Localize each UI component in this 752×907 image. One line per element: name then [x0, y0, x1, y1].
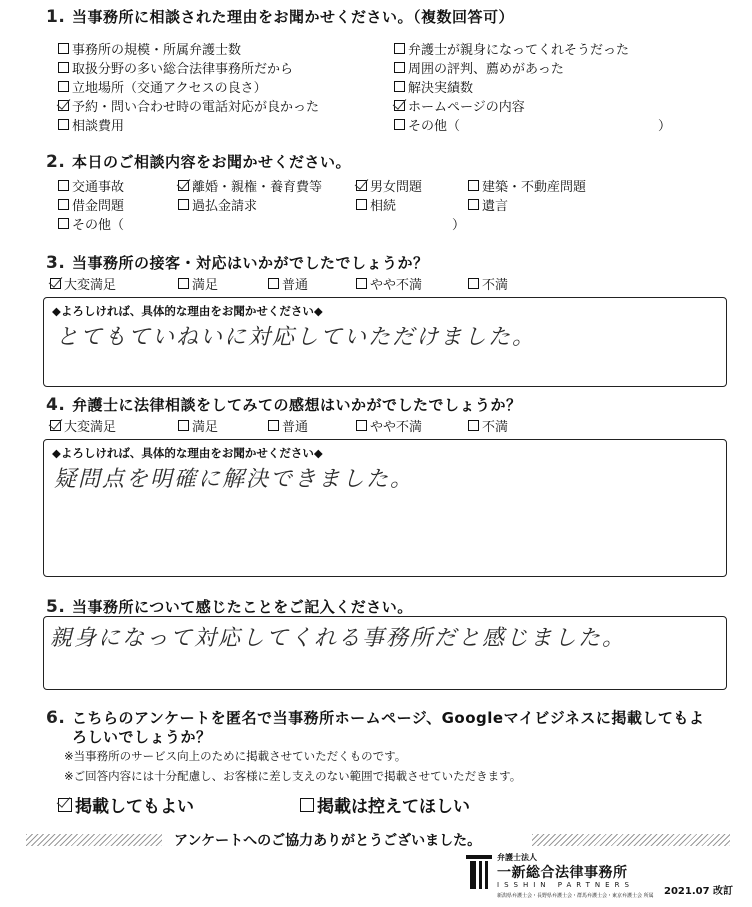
q6-heading	[46, 707, 704, 728]
checkbox[interactable]	[58, 180, 69, 191]
q6-title-line1: こちらのアンケートを匿名で当事務所ホームページ、Googleマイビジネスに掲載してもよ	[72, 709, 705, 727]
option-label: 掲載は控えてほしい	[317, 797, 470, 817]
checkbox[interactable]	[300, 798, 314, 812]
checkbox[interactable]	[58, 43, 69, 54]
q5-heading	[46, 596, 413, 617]
option-label: 満足	[192, 420, 219, 435]
q3-heading	[46, 252, 429, 273]
q2-title: 本日のご相談内容をお聞かせください。	[72, 153, 352, 171]
q1-number: 1.	[46, 7, 66, 27]
q2-number: 2.	[46, 152, 66, 172]
option-label: 周囲の評判、薦めがあった	[408, 62, 564, 77]
q4-option-1[interactable]	[50, 416, 116, 435]
checkbox-checked[interactable]	[58, 798, 72, 812]
option-label: 建築・不動産問題	[482, 180, 587, 195]
firm-logo-icon	[466, 855, 492, 889]
option-label: 大変満足	[64, 278, 117, 293]
q2-option-8[interactable]	[468, 195, 508, 214]
checkbox[interactable]	[394, 119, 405, 130]
option-label: 満足	[192, 278, 219, 293]
q5-handwritten-answer: 親身になって対応してくれる事務所だと感じました。	[50, 626, 627, 651]
option-label: 過払金請求	[192, 199, 258, 214]
org-roman: ISSHIN PARTNERS	[497, 881, 634, 889]
checkbox[interactable]	[58, 119, 69, 130]
option-label: 事務所の規模・所属弁護士数	[72, 43, 242, 58]
q1-other-close: ）	[658, 119, 672, 134]
q4-option-4[interactable]	[356, 416, 422, 435]
checkbox[interactable]	[394, 43, 405, 54]
q2-option-1[interactable]	[58, 176, 124, 195]
q5-comment-box[interactable]	[43, 616, 727, 690]
checkbox[interactable]	[58, 62, 69, 73]
checkbox-checked[interactable]	[178, 180, 189, 191]
q2-option-6[interactable]	[178, 195, 257, 214]
q1-option-10[interactable]	[394, 115, 460, 134]
q3-comment-label: ◆よろしければ、具体的な理由をお聞かせください◆	[52, 304, 323, 318]
checkbox[interactable]	[468, 199, 479, 210]
option-label: 男女問題	[370, 180, 423, 195]
q6-number: 6.	[46, 708, 66, 728]
q2-option-5[interactable]	[58, 195, 124, 214]
checkbox[interactable]	[356, 278, 367, 289]
thanks-message: アンケートへのご協力ありがとうございました。	[174, 833, 482, 849]
option-label: 遺言	[482, 199, 509, 214]
q6-option-allow[interactable]	[58, 792, 194, 817]
org-affiliation: 新潟県弁護士会・長野県弁護士会・群馬弁護士会・東京弁護士会 所属	[497, 893, 654, 899]
q6-option-decline[interactable]	[300, 792, 470, 817]
option-label: 弁護士が親身になってくれそうだった	[408, 43, 630, 58]
checkbox[interactable]	[178, 199, 189, 210]
checkbox-checked[interactable]	[50, 420, 61, 431]
q4-title: 弁護士に法律相談をしてみての感想はいかがでしたでしょうか？	[72, 396, 522, 414]
q1-title: 当事務所に相談された理由をお聞かせください。（複数回答可）	[72, 8, 515, 26]
option-label: 大変満足	[64, 420, 117, 435]
org-name: 一新総合法律事務所	[497, 865, 628, 881]
q4-comment-box[interactable]	[43, 439, 727, 577]
q6-note-1: ※当事務所のサービス向上のために掲載させていただくものです。	[64, 749, 407, 763]
q1-option-2[interactable]	[58, 58, 293, 77]
checkbox[interactable]	[268, 420, 279, 431]
option-label: 相続	[370, 199, 397, 214]
left-hatch-divider	[26, 834, 162, 846]
checkbox[interactable]	[468, 278, 479, 289]
q4-option-2[interactable]	[178, 416, 218, 435]
option-label: 不満	[482, 420, 509, 435]
q6-title-line2: ろしいでしょうか？	[72, 728, 212, 746]
q4-comment-label: ◆よろしければ、具体的な理由をお聞かせください◆	[52, 446, 323, 460]
q2-other-close: ）	[452, 218, 466, 233]
option-label: 予約・問い合わせ時の電話対応が良かった	[72, 100, 320, 115]
q2-heading	[46, 151, 351, 172]
q1-option-8[interactable]	[394, 77, 473, 96]
q1-option-5[interactable]	[58, 115, 124, 134]
option-label: 離婚・親権・養育費等	[192, 180, 323, 195]
checkbox[interactable]	[356, 420, 367, 431]
checkbox-checked[interactable]	[50, 278, 61, 289]
org-type: 弁護士法人	[497, 853, 537, 862]
q1-heading	[46, 6, 514, 27]
option-label: 解決実績数	[408, 81, 474, 96]
checkbox[interactable]	[58, 218, 69, 229]
option-label: 掲載してもよい	[75, 797, 194, 817]
checkbox[interactable]	[468, 180, 479, 191]
q3-option-4[interactable]	[356, 274, 422, 293]
q5-number: 5.	[46, 597, 66, 617]
q4-option-5[interactable]	[468, 416, 508, 435]
option-label: やや不満	[370, 278, 423, 293]
q3-number: 3.	[46, 253, 66, 273]
checkbox[interactable]	[468, 420, 479, 431]
checkbox[interactable]	[356, 199, 367, 210]
q3-title: 当事務所の接客・対応はいかがでしたでしょうか？	[72, 254, 429, 272]
option-label: やや不満	[370, 420, 423, 435]
option-label: 立地場所（交通アクセスの良さ）	[72, 81, 267, 96]
option-label: その他（	[408, 119, 461, 134]
option-label: 不満	[482, 278, 509, 293]
right-hatch-divider	[532, 834, 730, 846]
checkbox[interactable]	[394, 62, 405, 73]
q3-handwritten-answer: とてもていねいに対応していただけました。	[56, 325, 537, 350]
q4-option-3[interactable]	[268, 416, 308, 435]
q1-option-3[interactable]	[58, 77, 267, 96]
q4-heading	[46, 394, 522, 415]
option-label: 相談費用	[72, 119, 125, 134]
q2-option-3[interactable]	[356, 176, 422, 195]
q1-option-7[interactable]	[394, 58, 564, 77]
checkbox[interactable]	[58, 199, 69, 210]
option-label: ホームページの内容	[408, 100, 525, 115]
q5-title: 当事務所について感じたことをご記入ください。	[72, 598, 413, 616]
q1-option-1[interactable]	[58, 39, 241, 58]
q2-option-2[interactable]	[178, 176, 322, 195]
q1-option-4[interactable]	[58, 96, 319, 115]
option-label: 借金問題	[72, 199, 125, 214]
q6-note-2: ※ご回答内容には十分配慮し、お客様に差し支えのない範囲で掲載させていただきます。	[64, 769, 522, 783]
checkbox[interactable]	[394, 81, 405, 92]
q3-option-5[interactable]	[468, 274, 508, 293]
option-label: その他（	[72, 218, 125, 233]
option-label: 交通事故	[72, 180, 125, 195]
q2-option-4[interactable]	[468, 176, 586, 195]
q2-option-7[interactable]	[356, 195, 396, 214]
q3-option-1[interactable]	[50, 274, 116, 293]
form-version: 2021.07 改訂	[664, 886, 734, 897]
q4-number: 4.	[46, 395, 66, 415]
checkbox[interactable]	[178, 420, 189, 431]
q2-option-9[interactable]	[58, 214, 124, 233]
q1-option-9[interactable]	[394, 96, 525, 115]
q1-option-6[interactable]	[394, 39, 629, 58]
checkbox-checked[interactable]	[58, 100, 69, 111]
checkbox-checked[interactable]	[356, 180, 367, 191]
option-label: 普通	[282, 278, 309, 293]
checkbox-checked[interactable]	[394, 100, 405, 111]
q3-comment-box[interactable]	[43, 297, 727, 387]
checkbox[interactable]	[268, 278, 279, 289]
q4-handwritten-answer: 疑問点を明確に解決できました。	[54, 467, 415, 492]
q3-option-2[interactable]	[178, 274, 218, 293]
option-label: 取扱分野の多い総合法律事務所だから	[72, 62, 294, 77]
q3-option-3[interactable]	[268, 274, 308, 293]
checkbox[interactable]	[178, 278, 189, 289]
option-label: 普通	[282, 420, 309, 435]
checkbox[interactable]	[58, 81, 69, 92]
